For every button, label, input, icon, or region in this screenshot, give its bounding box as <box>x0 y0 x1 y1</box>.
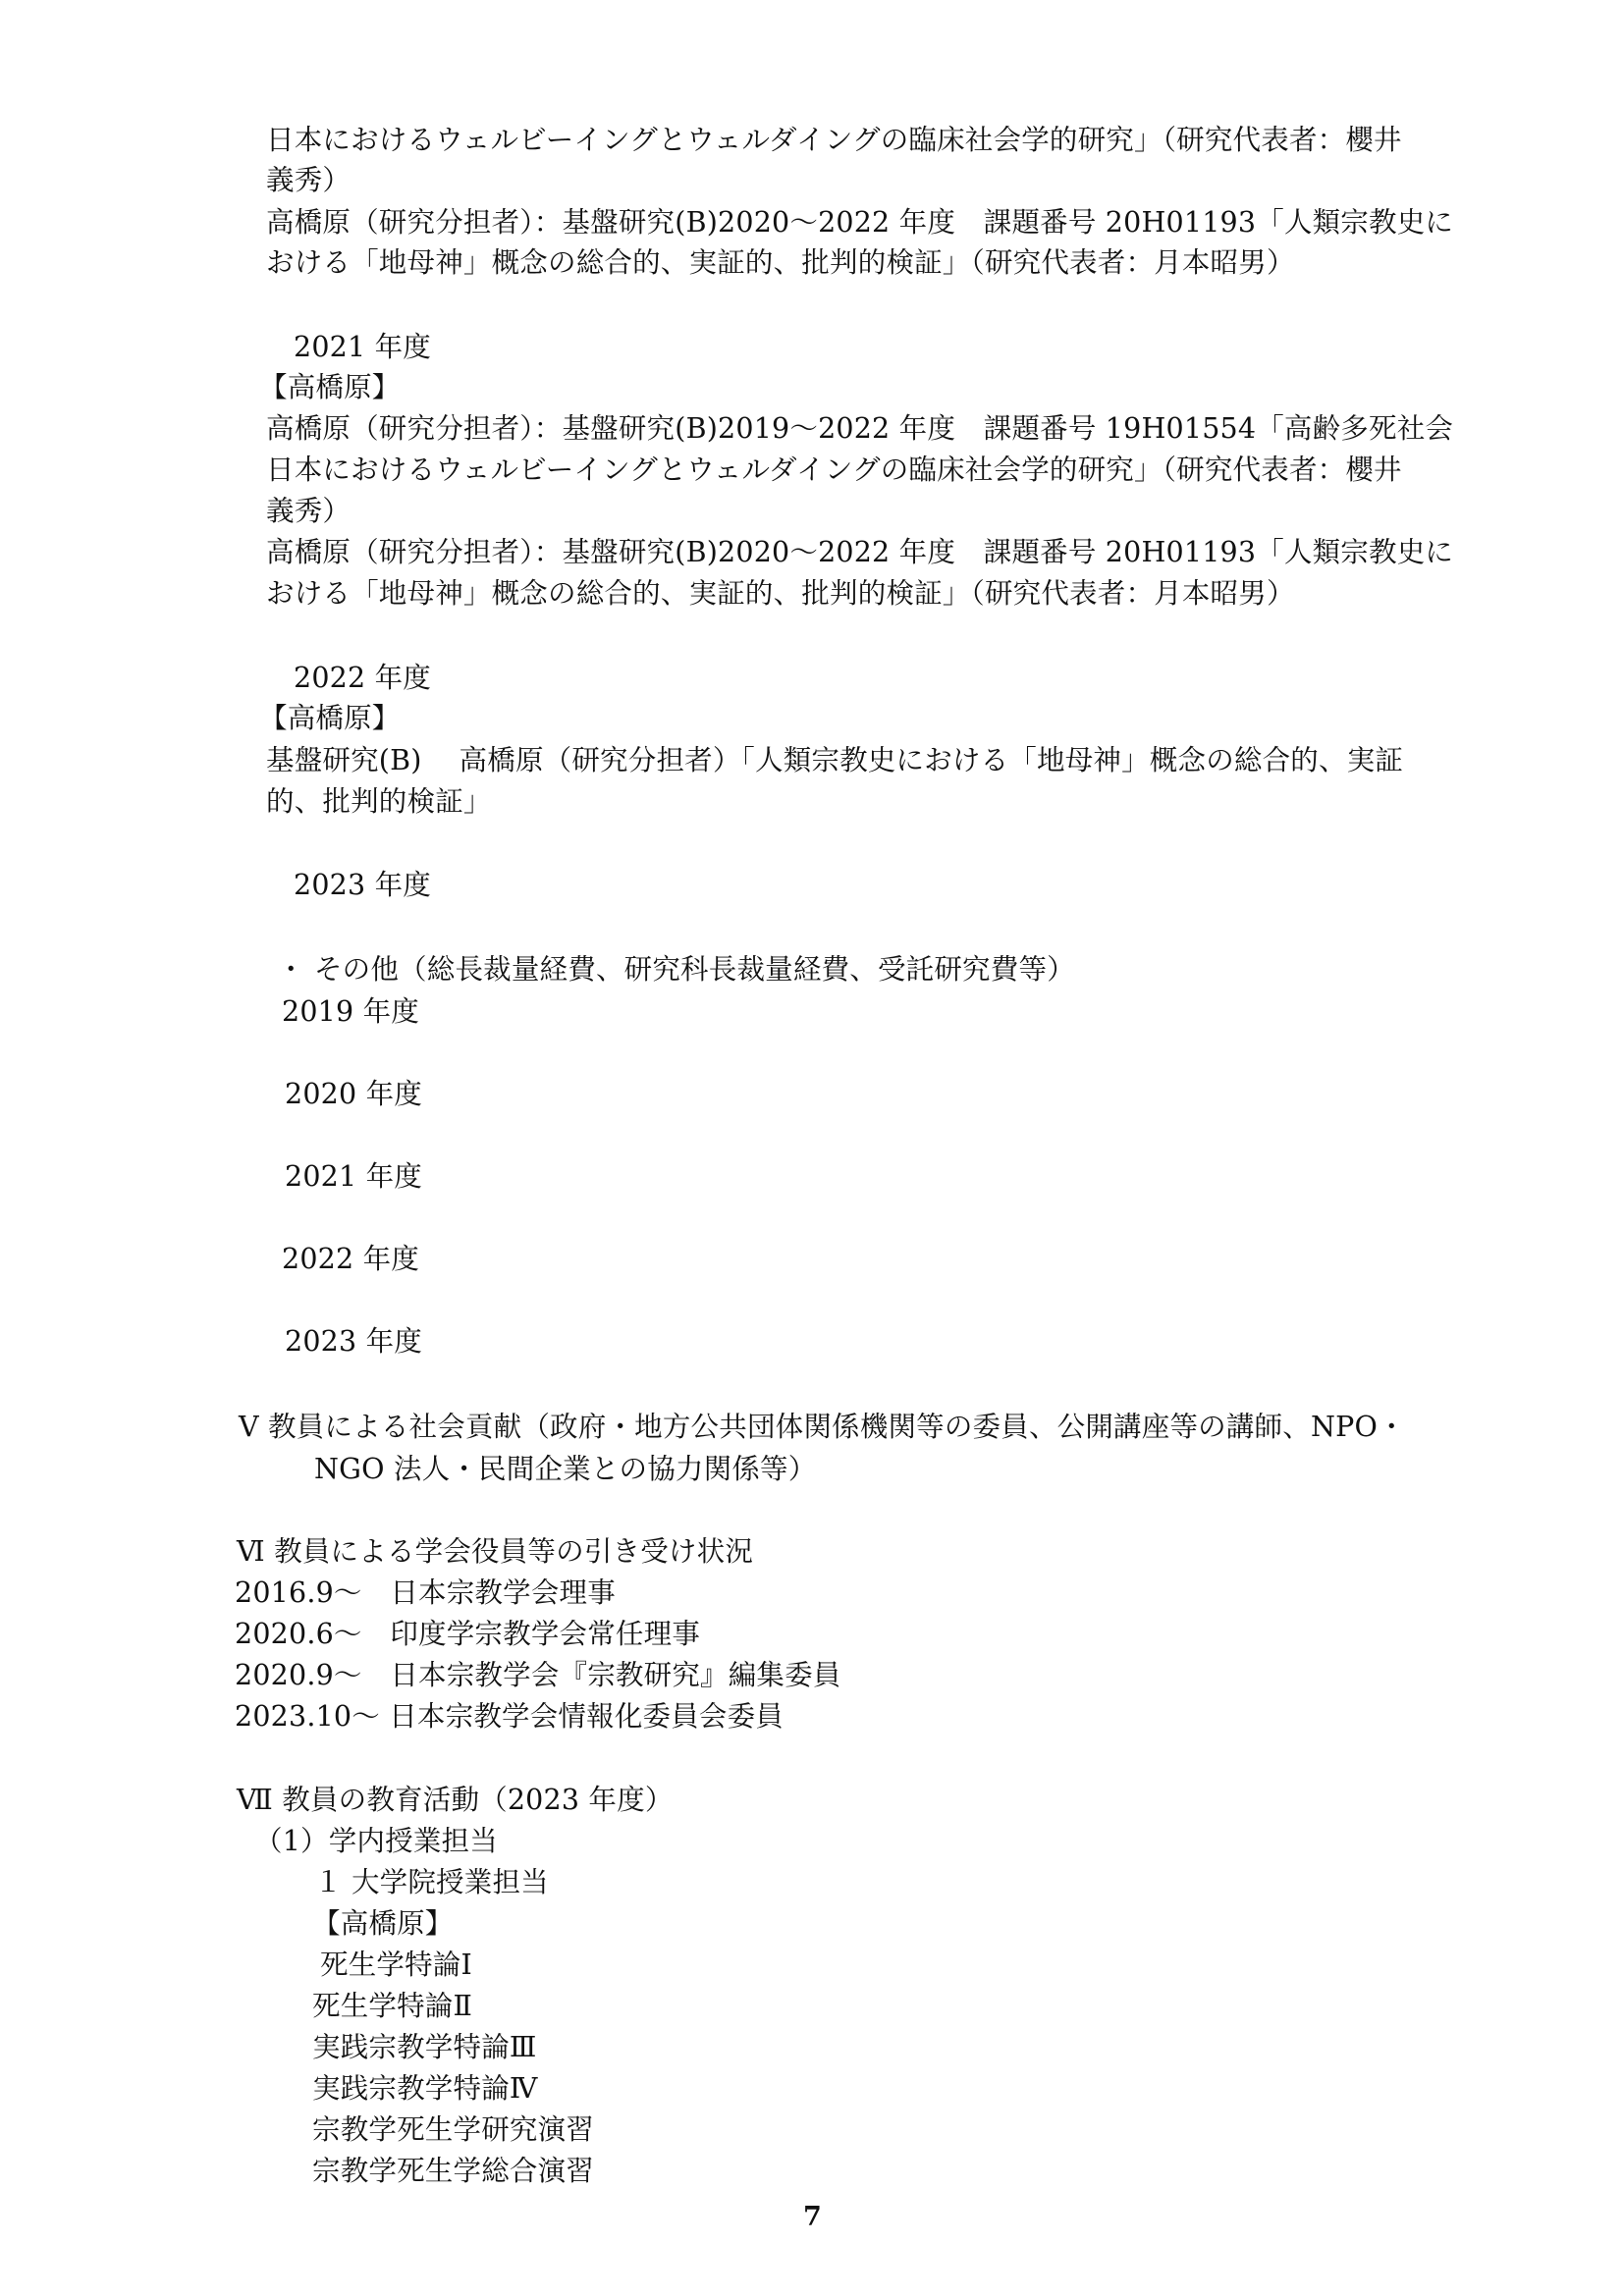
fiscal-year-heading: 2022 年度 <box>282 1243 419 1275</box>
grant-text-line: 高橋原（研究分担者）：基盤研究(B)2019～2022 年度 課題番号 19H01554「高齢多死社会 <box>266 412 1454 445</box>
section-heading: Ⅶ 教員の教育活動（2023 年度） <box>237 1784 674 1816</box>
grant-text-line: 義秀） <box>266 495 352 527</box>
section-heading: Ⅵ 教員による学会役員等の引き受け状況 <box>237 1535 754 1568</box>
grant-text-line: 義秀） <box>266 164 352 196</box>
list-item: 2020.9～ 日本宗教学会『宗教研究』編集委員 <box>235 1659 841 1691</box>
person-name-heading: 【高橋原】 <box>312 1907 454 1940</box>
subsection-heading: １ 大学院授業担当 <box>314 1866 549 1898</box>
grant-text-line: おける「地母神」概念の総合的、実証的、批判的検証」（研究代表者：月本昭男） <box>266 246 1295 279</box>
grant-text-line: 日本におけるウェルビーイングとウェルダイングの臨床社会学的研究」（研究代表者：櫻井 <box>266 454 1402 486</box>
grant-text-line: おける「地母神」概念の総合的、実証的、批判的検証」（研究代表者：月本昭男） <box>266 577 1295 610</box>
course-item: 実践宗教学特論Ⅳ <box>312 2072 538 2105</box>
course-item: 実践宗教学特論Ⅲ <box>312 2031 537 2063</box>
other-funds-heading: ・ その他（総長裁量経費、研究科長裁量経費、受託研究費等） <box>277 953 1075 986</box>
course-item: 死生学特論Ⅰ <box>320 1949 472 1981</box>
fiscal-year-heading: 2022 年度 <box>294 662 431 694</box>
section-heading-continuation: NGO 法人・民間企業との協力関係等） <box>314 1453 817 1485</box>
grant-text-line: 的、批判的検証」 <box>266 785 492 818</box>
grant-text-line: 基盤研究(B) 高橋原（研究分担者）「人類宗教史における「地母神」概念の総合的、実証 <box>266 744 1404 776</box>
grant-text-line: 高橋原（研究分担者）：基盤研究(B)2020～2022 年度 課題番号 20H01193「人類宗教史に <box>266 206 1454 239</box>
course-item: 宗教学死生学研究演習 <box>312 2113 595 2146</box>
section-heading: Ⅴ 教員による社会貢献（政府・地方公共団体関係機関等の委員、公開講座等の講師、NPO・ <box>239 1411 1406 1443</box>
fiscal-year-heading: 2021 年度 <box>294 331 431 363</box>
person-name-heading: 【高橋原】 <box>259 702 401 734</box>
grant-text-line: 高橋原（研究分担者）：基盤研究(B)2020～2022 年度 課題番号 20H01193「人類宗教史に <box>266 536 1454 568</box>
grant-text-line: 日本におけるウェルビーイングとウェルダイングの臨床社会学的研究」（研究代表者：櫻井 <box>266 124 1402 156</box>
list-item: 2020.6～ 印度学宗教学会常任理事 <box>235 1618 701 1650</box>
list-item: 2016.9～ 日本宗教学会理事 <box>235 1576 616 1609</box>
course-item: 死生学特論Ⅱ <box>312 1990 473 2022</box>
list-item: 2023.10～ 日本宗教学会情報化委員会委員 <box>235 1700 784 1733</box>
fiscal-year-heading: 2020 年度 <box>285 1078 422 1110</box>
subsection-heading: （1）学内授業担当 <box>254 1825 498 1857</box>
fiscal-year-heading: 2021 年度 <box>285 1160 422 1193</box>
page-number: 7 <box>803 2202 822 2232</box>
fiscal-year-heading: 2023 年度 <box>285 1325 422 1358</box>
person-name-heading: 【高橋原】 <box>259 371 401 403</box>
course-item: 宗教学死生学総合演習 <box>312 2155 595 2187</box>
fiscal-year-heading: 2019 年度 <box>282 995 419 1028</box>
fiscal-year-heading: 2023 年度 <box>294 869 431 901</box>
